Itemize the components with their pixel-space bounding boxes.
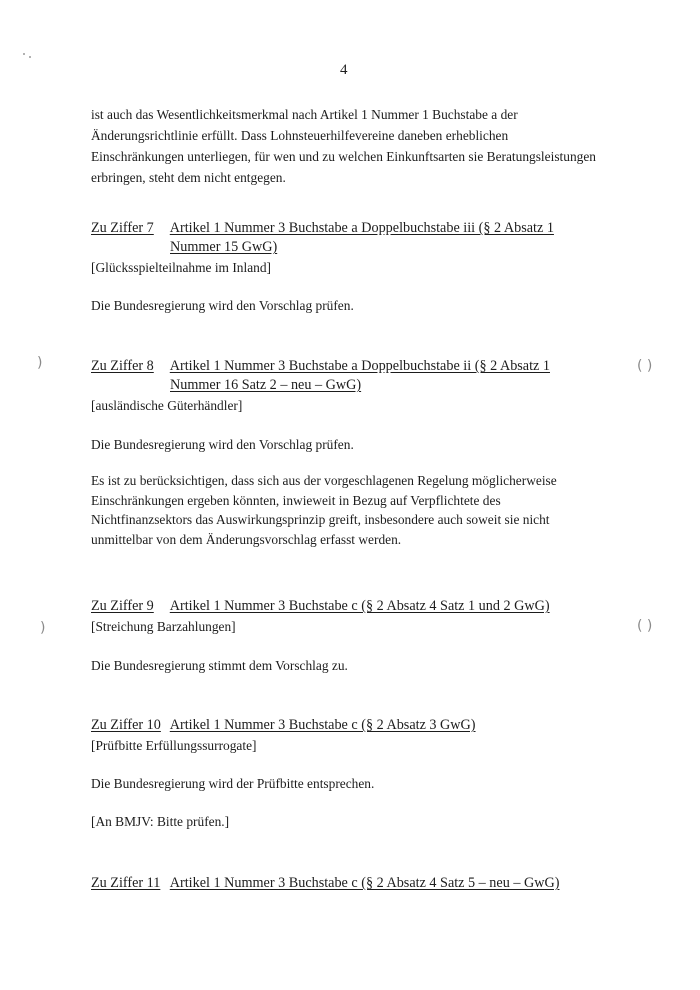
text-line: Einschränkungen ergeben könnten, inwieweit in Bezug auf Verpflichtete des (91, 492, 501, 508)
section-note: [An BMJV: Bitte prüfen.] (91, 814, 230, 829)
text-line: Einschränkungen unterliegen, für wen und zu welchen Einkunftsarten sie Beratungsleistungen (91, 149, 596, 164)
section-subtitle: [Prüfbitte Erfüllungssurrogate] (91, 738, 257, 753)
section-response: Die Bundesregierung wird den Vorschlag prüfen. (91, 437, 354, 452)
section-lead: Zu Ziffer 9 (91, 598, 154, 614)
section-ziffer-11 (91, 874, 651, 893)
section-article-continued: Nummer 15 GwG) (170, 239, 278, 255)
section-lead: Zu Ziffer 11 (91, 875, 161, 891)
text-line: Es ist zu berücksichtigen, dass sich aus der vorgeschlagenen Regelung möglicherweise (91, 473, 557, 488)
section-subtitle: [Streichung Barzahlungen] (91, 619, 236, 634)
section-lead: Zu Ziffer 8 (91, 358, 154, 374)
section-response: Die Bundesregierung stimmt dem Vorschlag zu. (91, 658, 348, 673)
section-ziffer-10 (91, 716, 651, 831)
section-response: Die Bundesregierung wird der Prüfbitte entsprechen. (91, 776, 375, 791)
hole-punch-mark: ) (37, 355, 43, 371)
hole-punch-mark: ) (40, 620, 46, 636)
section-subtitle: [ausländische Güterhändler] (91, 398, 243, 413)
page-number: 4 (340, 62, 348, 78)
section-lead: Zu Ziffer 7 (91, 220, 154, 236)
section-article: Artikel 1 Nummer 3 Buchstabe c (§ 2 Absatz 4 Satz 1 und 2 GwG) (169, 598, 550, 614)
section-article: Artikel 1 Nummer 3 Buchstabe c (§ 2 Absatz 3 GwG) (169, 717, 476, 733)
text-line: ist auch das Wesentlichkeitsmerkmal nach Artikel 1 Nummer 1 Buchstabe a der (91, 107, 518, 122)
section-article: Artikel 1 Nummer 3 Buchstabe a Doppelbuchstabe ii (§ 2 Absatz 1 (169, 358, 550, 374)
section-article: Artikel 1 Nummer 3 Buchstabe a Doppelbuchstabe iii (§ 2 Absatz 1 (169, 220, 554, 236)
section-ziffer-9 (91, 597, 651, 675)
section-heading (91, 716, 651, 735)
section-ziffer-7 (91, 219, 651, 315)
section-heading (91, 219, 651, 238)
scan-speck (29, 56, 31, 58)
hole-punch-mark: ( ) (637, 618, 653, 634)
section-subtitle: [Glücksspielteilnahme im Inland] (91, 260, 271, 275)
scan-speck (23, 53, 25, 55)
section-heading (91, 357, 651, 376)
section-body (91, 471, 651, 549)
section-heading (91, 597, 651, 616)
hole-punch-mark: ( ) (637, 358, 653, 374)
text-line: unmittelbar von dem Änderungsvorschlag erfasst werden. (91, 531, 402, 547)
section-response: Die Bundesregierung wird den Vorschlag prüfen. (91, 298, 354, 313)
section-article-continued: Nummer 16 Satz 2 – neu – GwG) (170, 377, 362, 393)
section-heading (91, 874, 651, 893)
section-ziffer-8 (91, 357, 651, 549)
section-article: Artikel 1 Nummer 3 Buchstabe c (§ 2 Absatz 4 Satz 5 – neu – GwG) (169, 875, 560, 891)
section-lead: Zu Ziffer 10 (91, 717, 161, 733)
text-line: Nichtfinanzsektors das Auswirkungsprinzip greift, insbesondere auch soweit sie nicht (91, 512, 550, 527)
text-line: Änderungsrichtlinie erfüllt. Dass Lohnsteuerhilfevereine daneben erheblichen (91, 128, 509, 143)
intro-paragraph (91, 104, 631, 188)
text-line: erbringen, steht dem nicht entgegen. (91, 170, 286, 185)
